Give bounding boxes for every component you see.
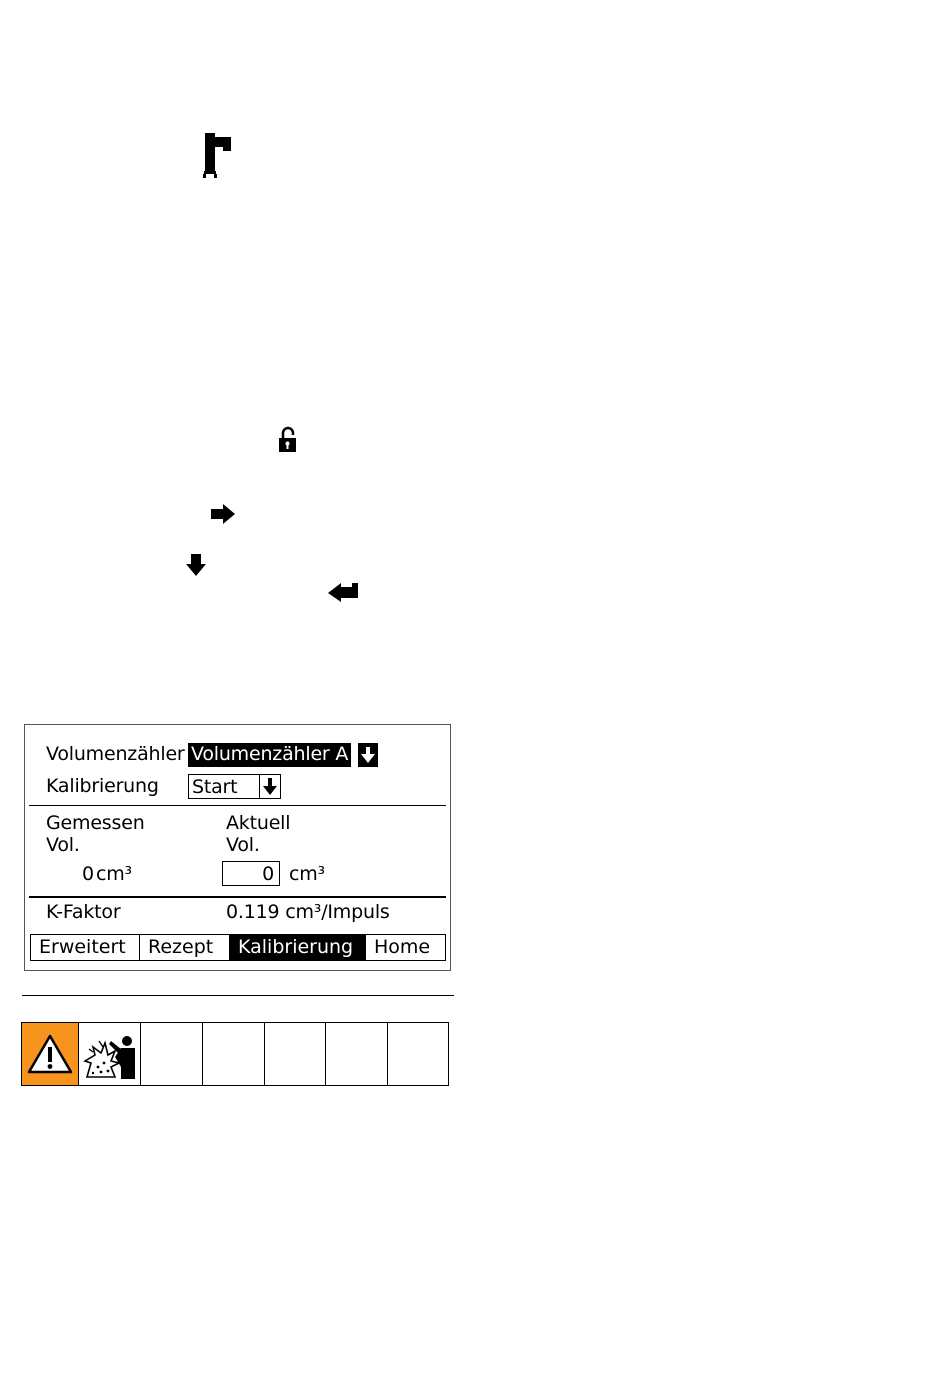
calibration-dropdown-arrow-icon	[260, 775, 280, 798]
section-divider	[22, 995, 454, 996]
meter-label: Volumenzähler	[46, 743, 185, 765]
kfactor-label: K-Faktor	[46, 901, 121, 923]
empty-symbol-cell	[203, 1023, 265, 1085]
calibration-select-value: Start	[192, 776, 238, 798]
meter-select-value[interactable]: Volumenzähler A	[188, 743, 351, 767]
calibration-label: Kalibrierung	[46, 775, 159, 797]
calibration-screen	[24, 724, 451, 971]
warning-symbol-strip	[21, 1022, 449, 1086]
empty-symbol-cell	[388, 1023, 448, 1085]
calibration-dropdown-button[interactable]	[259, 774, 281, 799]
spray-gun-trigger-icon	[201, 131, 233, 179]
divider	[29, 805, 446, 806]
actual-label: Aktuell	[226, 812, 291, 834]
screen-tabs	[30, 934, 446, 961]
measured-value: 0	[82, 863, 94, 885]
right-arrow-key-icon	[209, 503, 237, 525]
warning-triangle-icon	[22, 1023, 79, 1085]
actual-value: 0	[262, 863, 274, 885]
measured-unit: cm³	[96, 863, 132, 885]
padlock-open-icon	[277, 426, 299, 454]
measured-label: Gemessen	[46, 812, 145, 834]
tab-home[interactable]: Home	[374, 936, 431, 958]
divider	[29, 896, 446, 898]
actual-unit: cm³	[289, 863, 325, 885]
explosion-hazard-icon	[79, 1023, 141, 1085]
actual-vol-label: Vol.	[226, 834, 260, 856]
empty-symbol-cell	[326, 1023, 388, 1085]
measured-vol-label: Vol.	[46, 834, 80, 856]
meter-dropdown-arrow-icon[interactable]	[358, 743, 378, 767]
empty-symbol-cell	[265, 1023, 326, 1085]
tab-erweitert[interactable]: Erweitert	[31, 935, 140, 960]
enter-key-icon	[326, 582, 360, 604]
down-arrow-key-icon	[185, 552, 207, 578]
tab-kalibrierung[interactable]: Kalibrierung	[230, 935, 366, 960]
tab-rezept[interactable]: Rezept	[140, 935, 230, 960]
empty-symbol-cell	[141, 1023, 203, 1085]
kfactor-value: 0.119 cm³/Impuls	[226, 901, 390, 923]
